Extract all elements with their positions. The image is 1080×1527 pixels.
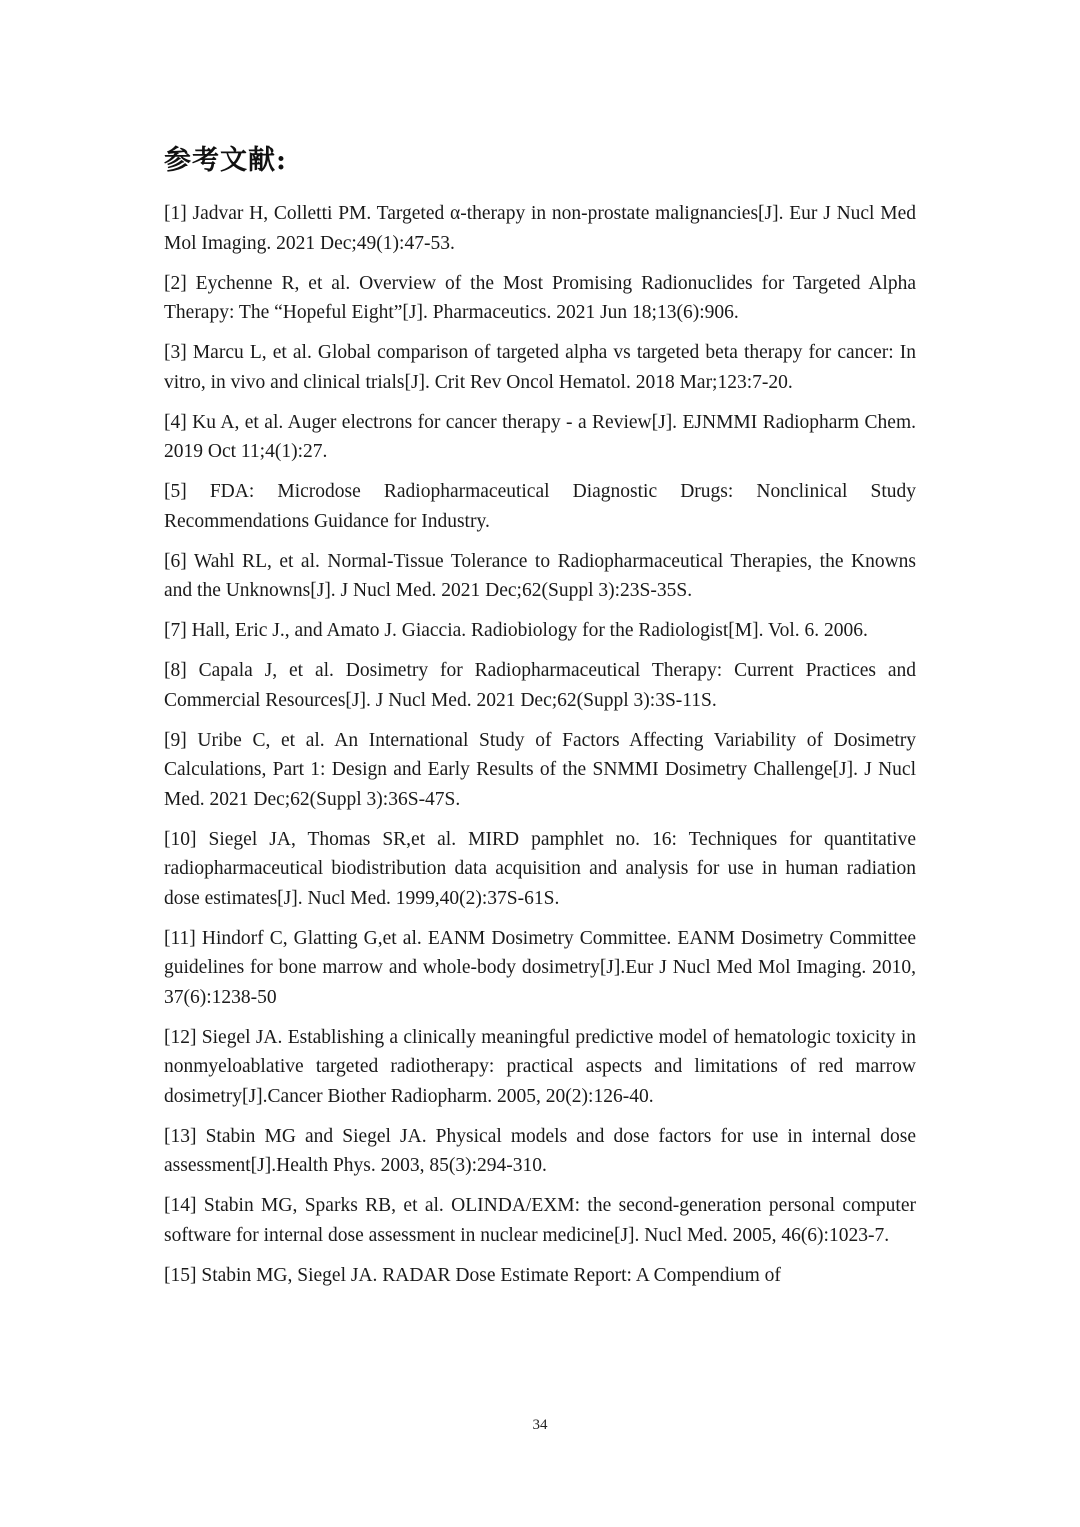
reference-item: [11] Hindorf C, Glatting G,et al. EANM Dosimetry Committee. EANM Dosimetry Committee guidelines for bone marrow and whole-body dosimetry[J].Eur J Nucl Med Mol Imaging. 2010, 37(6):1238-50 xyxy=(164,927,916,1008)
reference-list xyxy=(164,199,916,1301)
reference-item: [8] Capala J, et al. Dosimetry for Radiopharmaceutical Therapy: Current Practices and Commercial Resources[J]. J Nucl Med. 2021 Dec;62(Suppl 3):3S-11S. xyxy=(164,660,916,711)
reference-item: [12] Siegel JA. Establishing a clinically meaningful predictive model of hematologic toxicity in nonmyeloablative targeted radiotherapy: practical aspects and limitations of red marrow dosimetry[J].Cancer Biother Radiopharm. 2005, 20(2):126-40. xyxy=(164,1026,916,1107)
reference-item: [1] Jadvar H, Colletti PM. Targeted α-therapy in non-prostate malignancies[J]. Eur J Nucl Med Mol Imaging. 2021 Dec;49(1):47-53. xyxy=(164,203,916,254)
reference-item: [4] Ku A, et al. Auger electrons for cancer therapy - a Review[J]. EJNMMI Radiopharm Chem. 2019 Oct 11;4(1):27. xyxy=(164,411,916,462)
reference-item: [2] Eychenne R, et al. Overview of the Most Promising Radionuclides for Targeted Alpha Therapy: The “Hopeful Eight”[J]. Pharmaceutics. 2021 Jun 18;13(6):906. xyxy=(164,272,916,323)
reference-item: [9] Uribe C, et al. An International Study of Factors Affecting Variability of Dosimetry Calculations, Part 1: Design and Early Results of the SNMMI Dosimetry Challenge[J]. J Nucl Med. 2021 Dec;62(Suppl 3):36S-47S. xyxy=(164,729,916,810)
reference-item: [14] Stabin MG, Sparks RB, et al. OLINDA/EXM: the second-generation personal computer software for internal dose assessment in nuclear medicine[J]. Nucl Med. 2005, 46(6):1023-7. xyxy=(164,1195,916,1246)
reference-item: [6] Wahl RL, et al. Normal-Tissue Tolerance to Radiopharmaceutical Therapies, the Knowns and the Unknowns[J]. J Nucl Med. 2021 Dec;62(Suppl 3):23S-35S. xyxy=(164,550,916,601)
reference-item: [5] FDA: Microdose Radiopharmaceutical Diagnostic Drugs: Nonclinical Study Recommendations Guidance for Industry. xyxy=(164,481,916,532)
references-heading: 参考文献: xyxy=(164,145,287,176)
reference-item: [7] Hall, Eric J., and Amato J. Giaccia. Radiobiology for the Radiologist[M]. Vol. 6. 2006. xyxy=(164,620,868,641)
reference-item: [3] Marcu L, et al. Global comparison of targeted alpha vs targeted beta therapy for cancer: In vitro, in vivo and clinical trials[J]. Crit Rev Oncol Hematol. 2018 Mar;123:7-20. xyxy=(164,342,916,393)
page-number: 34 xyxy=(532,1417,548,1433)
reference-item: [15] Stabin MG, Siegel JA. RADAR Dose Estimate Report: A Compendium of xyxy=(164,1264,781,1286)
reference-item: [10] Siegel JA, Thomas SR,et al. MIRD pamphlet no. 16: Techniques for quantitative radiopharmaceutical biodistribution data acquisition and analysis for use in human radiation dose estimates[J]. Nucl Med. 1999,40(2):37S-61S. xyxy=(164,828,916,909)
reference-item: [13] Stabin MG and Siegel JA. Physical models and dose factors for use in internal dose assessment[J].Health Phys. 2003, 85(3):294-310. xyxy=(164,1125,916,1176)
